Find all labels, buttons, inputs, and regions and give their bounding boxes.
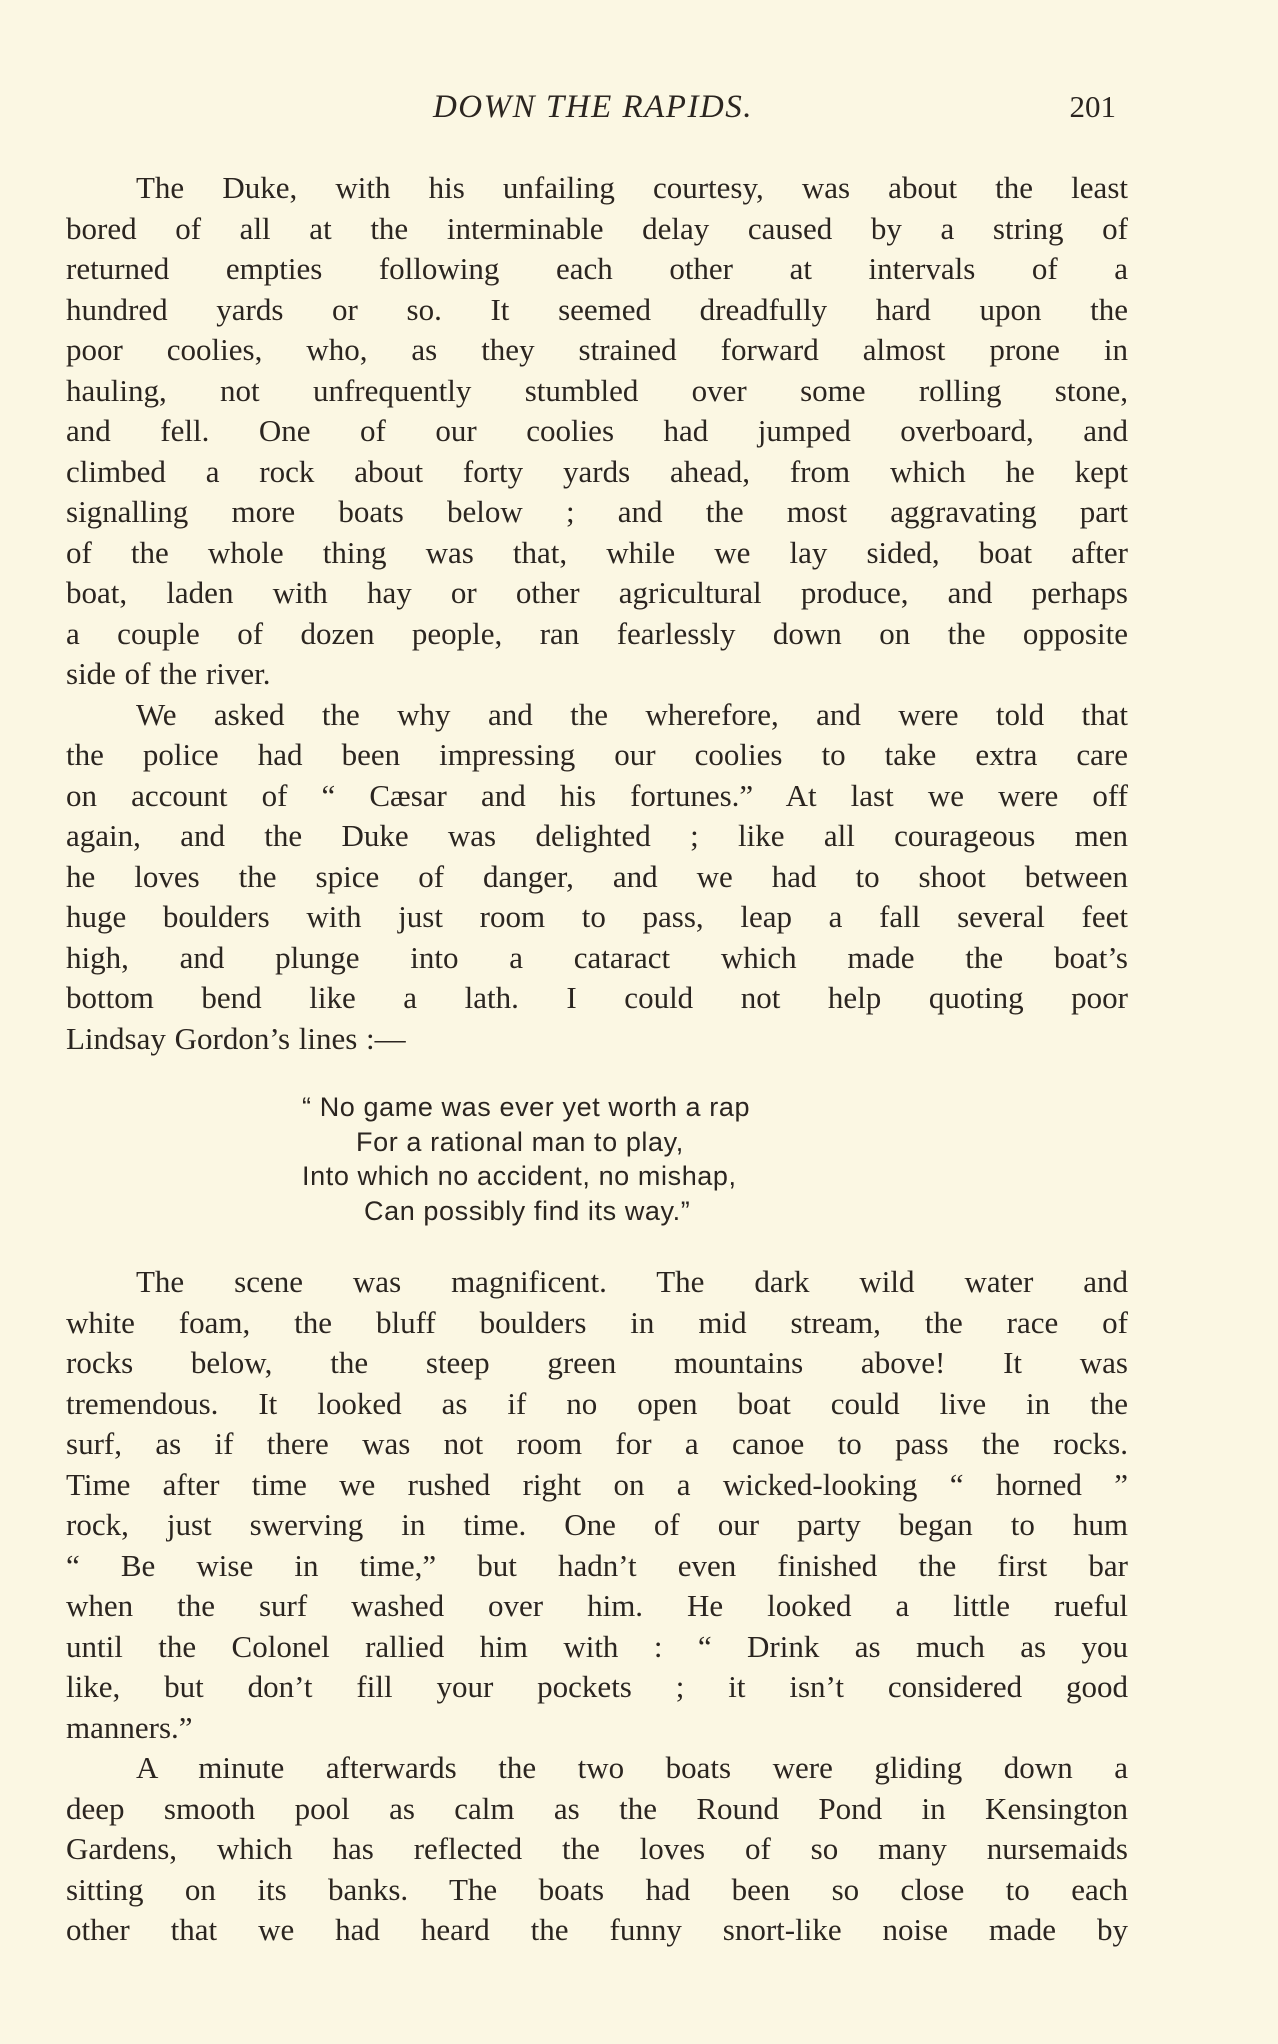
running-title: DOWN THE RAPIDS. (432, 89, 754, 125)
page-header (66, 82, 1120, 132)
poem-line: Can possibly find its way.” (364, 1195, 691, 1226)
text-line: Gardens, which has reflected the loves of so many nursemaids (66, 1831, 1128, 1866)
text-line: Time after time we rushed right on a wicked-looking “ horned ” (66, 1466, 1128, 1502)
text-line: until the Colonel rallied him with : “ Drink as much as you (66, 1628, 1128, 1664)
text-line: The scene was magnificent. The dark wild water and (136, 1264, 1128, 1299)
text-line: high, and plunge into a cataract which made the boat’s (66, 939, 1128, 975)
text-line: like, but don’t fill your pockets ; it isn’t considered good (66, 1669, 1128, 1704)
text-line: the police had been impressing our coolies to take extra care (66, 737, 1128, 772)
text-line: manners.” (66, 1709, 193, 1745)
poem-quotation (66, 1090, 1128, 1228)
text-line: he loves the spice of danger, and we had to shoot between (66, 858, 1128, 894)
text-block-lower (66, 1262, 1128, 1951)
text-line: again, and the Duke was delighted ; like all courageous men (66, 818, 1128, 853)
text-line: returned empties following each other at intervals of a (66, 251, 1128, 286)
text-line: deep smooth pool as calm as the Round Pond in Kensington (66, 1790, 1128, 1826)
text-line: tremendous. It looked as if no open boat could live in the (66, 1385, 1128, 1421)
page-number: 201 (1069, 89, 1116, 124)
text-line: poor coolies, who, as they strained forward almost prone in (66, 332, 1128, 367)
text-line: huge boulders with just room to pass, leap a fall several feet (66, 899, 1128, 934)
text-line: side of the river. (66, 656, 271, 691)
text-line: bored of all at the interminable delay caused by a string of (66, 210, 1128, 246)
text-line: surf, as if there was not room for a canoe to pass the rocks. (66, 1426, 1128, 1461)
paragraph-3 (66, 1262, 1128, 1748)
poem-line: Into which no accident, no mishap, (302, 1161, 737, 1191)
text-line: on account of “ Cæsar and his fortunes.” At last we were off (66, 777, 1128, 813)
text-line: A minute afterwards the two boats were gliding down a (136, 1750, 1128, 1785)
text-line: sitting on its banks. The boats had been so close to each (66, 1871, 1128, 1907)
poem-line: For a rational man to play, (356, 1126, 684, 1157)
text-line: white foam, the bluff boulders in mid stream, the race of (66, 1304, 1128, 1340)
text-line: We asked the why and the wherefore, and were told that (136, 696, 1128, 732)
text-line: boat, laden with hay or other agricultural produce, and perhaps (66, 575, 1128, 610)
text-line: climbed a rock about forty yards ahead, from which he kept (66, 453, 1128, 489)
paragraph-1 (66, 168, 1128, 695)
text-line: when the surf washed over him. He looked a little rueful (66, 1588, 1128, 1623)
text-line: and fell. One of our coolies had jumped overboard, and (66, 413, 1128, 448)
text-line: The Duke, with his unfailing courtesy, was about the least (136, 170, 1128, 205)
text-line: signalling more boats below ; and the most aggravating part (66, 494, 1128, 529)
paragraph-4 (66, 1748, 1128, 1951)
text-line: hauling, not unfrequently stumbled over some rolling stone, (66, 372, 1128, 408)
text-line: rock, just swerving in time. One of our party began to hum (66, 1507, 1128, 1542)
text-line: bottom bend like a lath. I could not help quoting poor (66, 980, 1128, 1015)
poem-line: “ No game was ever yet worth a rap (302, 1092, 751, 1122)
text-line: other that we had heard the funny snort-like noise made by (66, 1912, 1128, 1947)
text-line: of the whole thing was that, while we lay sided, boat after (66, 534, 1128, 570)
paragraph-2 (66, 695, 1128, 1060)
text-line: hundred yards or so. It seemed dreadfully hard upon the (66, 291, 1128, 327)
text-line: rocks below, the steep green mountains above! It was (66, 1345, 1128, 1380)
text-line: “ Be wise in time,” but hadn’t even finished the first bar (66, 1547, 1128, 1583)
text-line: Lindsay Gordon’s lines :— (66, 1020, 406, 1056)
text-line: a couple of dozen people, ran fearlessly down on the opposite (66, 615, 1128, 651)
text-block-upper (66, 168, 1128, 1059)
